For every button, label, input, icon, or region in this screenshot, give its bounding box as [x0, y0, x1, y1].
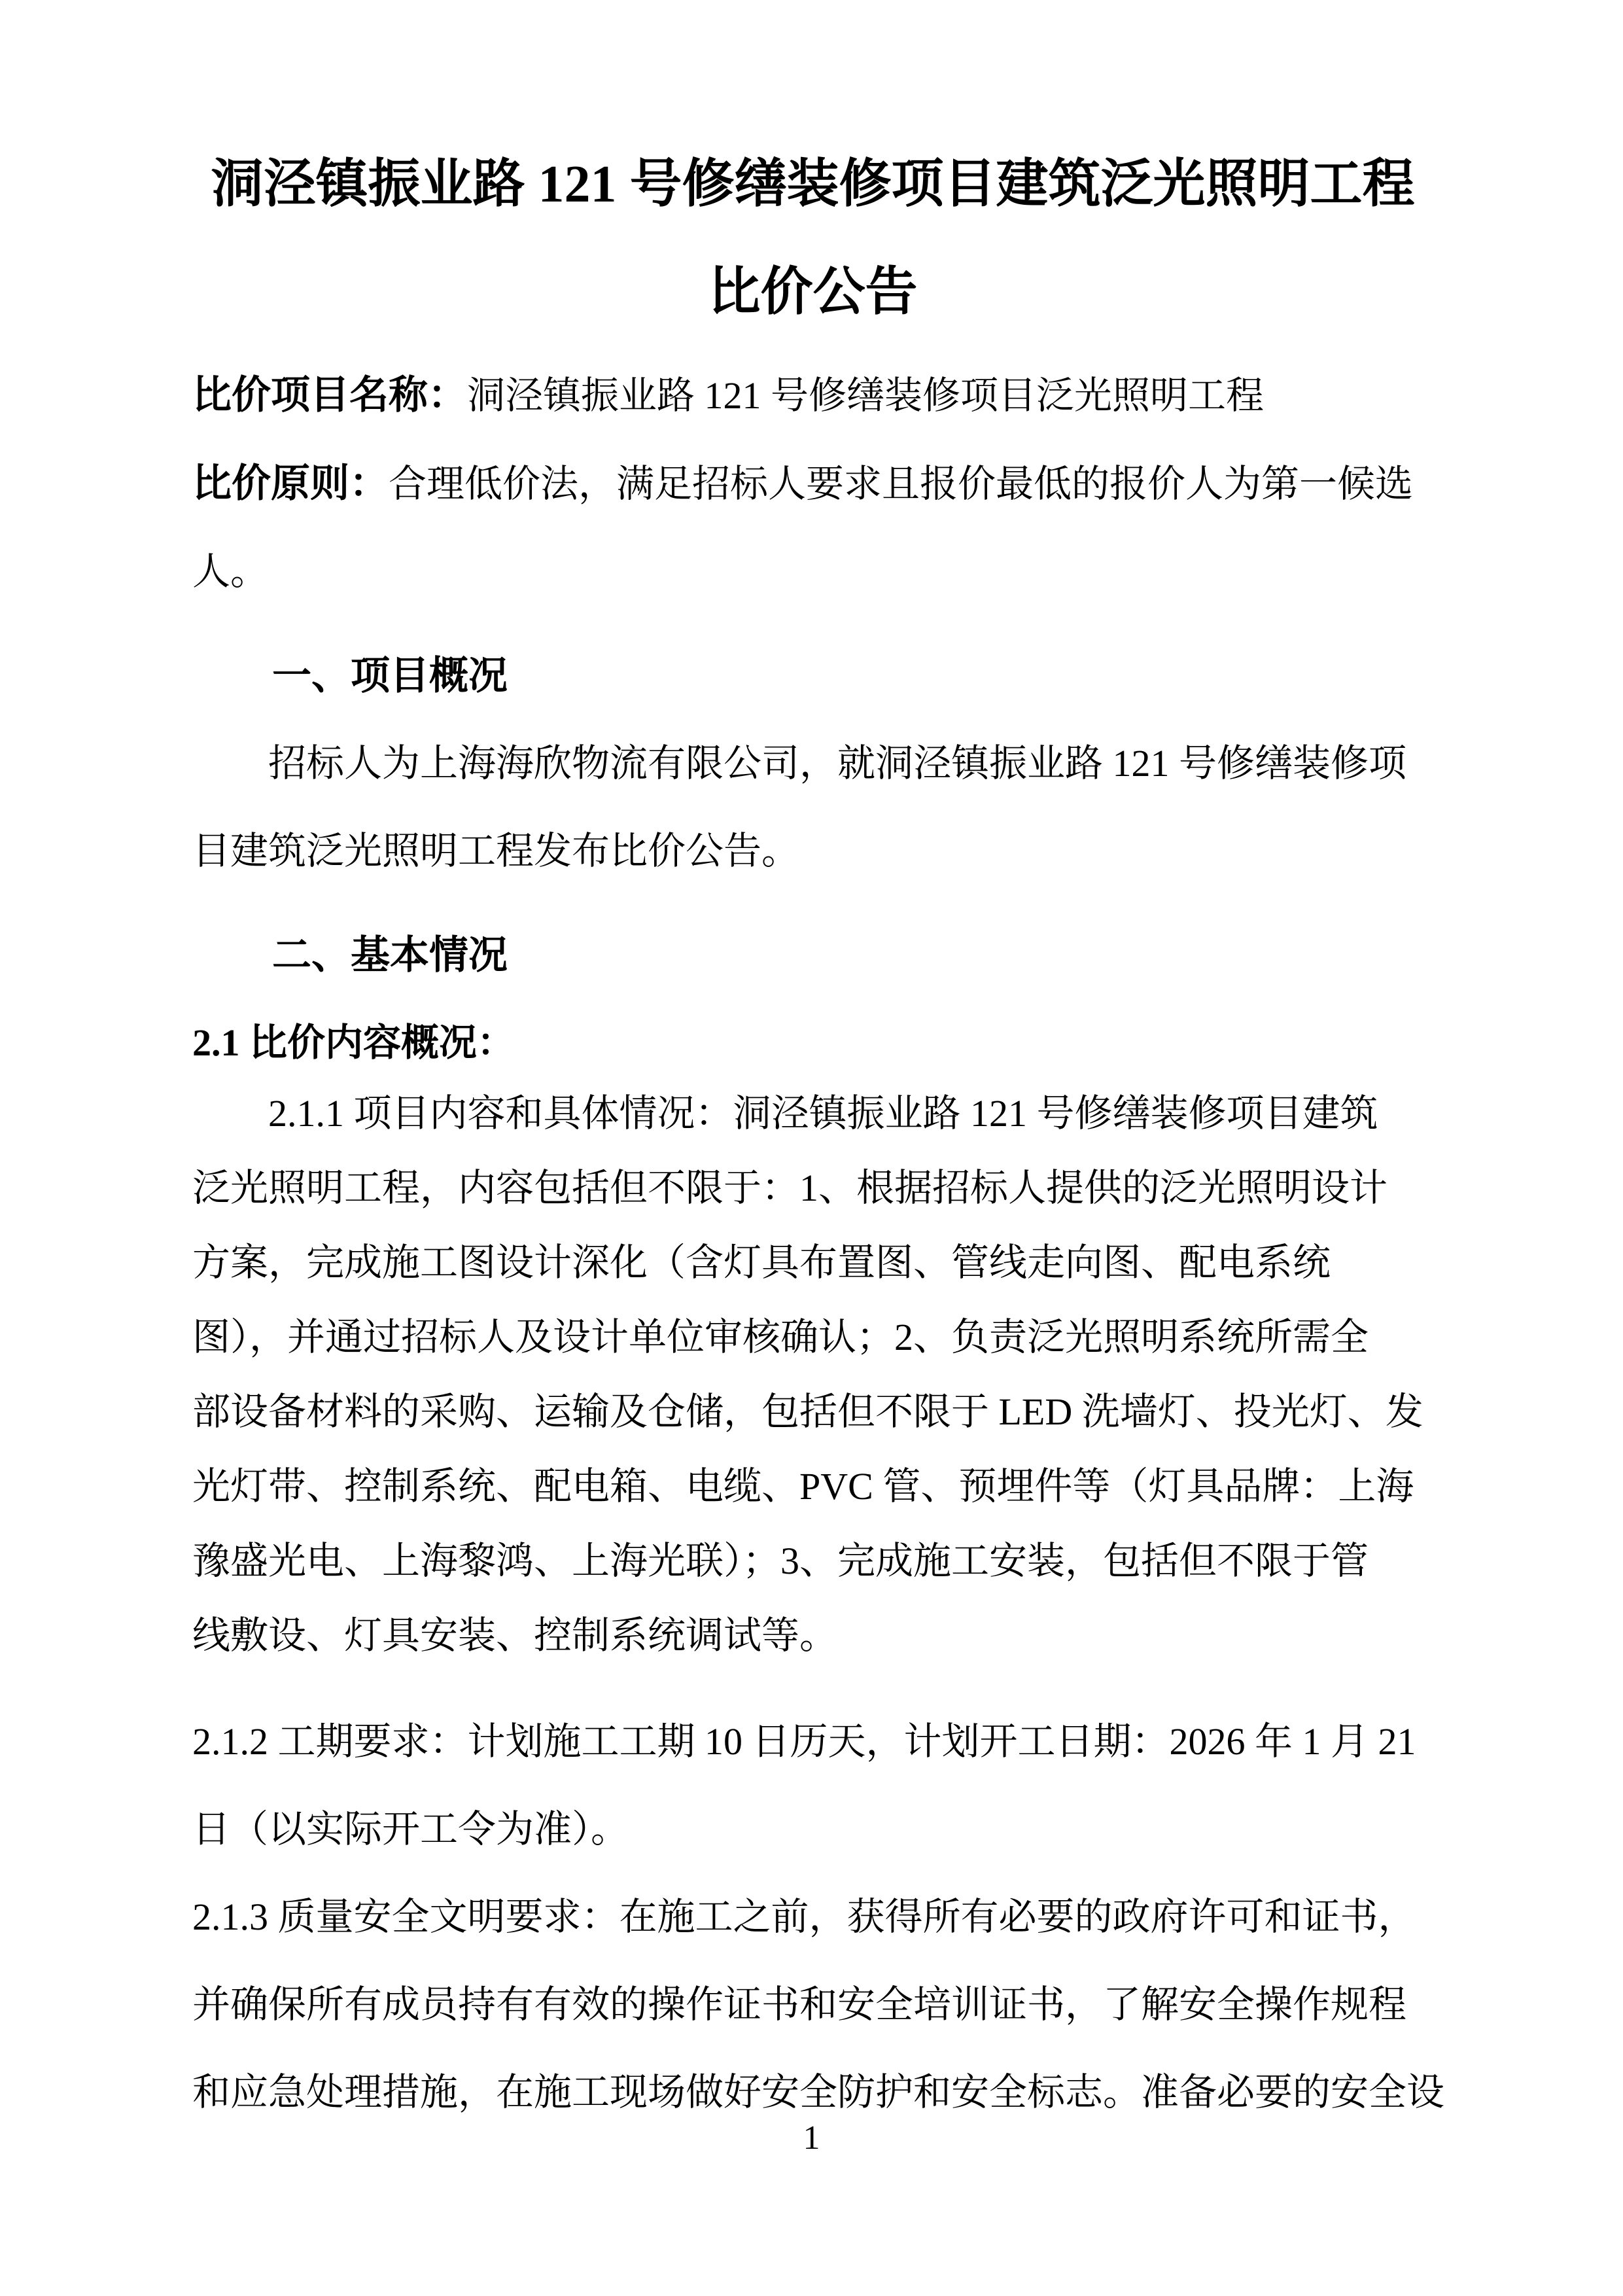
paragraph-2-1-1	[192, 1076, 1433, 1673]
project-name-value: 洞泾镇振业路 121 号修缮装修项目泛光照明工程	[467, 374, 1265, 417]
paragraph-2-1-2	[192, 1698, 1433, 1873]
principle-label: 比价原则：	[192, 462, 389, 505]
section-1-heading: 一、项目概况	[272, 654, 508, 698]
paragraph-line: 2.1.3 质量安全文明要求：在施工之前，获得所有必要的政府许可和证书，	[192, 1896, 1416, 1938]
project-name-label: 比价项目名称：	[192, 374, 467, 417]
doc-title-line-2: 比价公告	[708, 264, 918, 321]
paragraph-line: 2.1.1 项目内容和具体情况：洞泾镇振业路 121 号修缮装修项目建筑	[268, 1092, 1378, 1135]
paragraph-line: 方案，完成施工图设计深化（含灯具布置图、管线走向图、配电系统	[192, 1241, 1331, 1284]
paragraph-line: 图），并通过招标人及设计单位审核确认；2、负责泛光照明系统所需全	[192, 1316, 1369, 1358]
document-title	[192, 131, 1433, 347]
principle-line	[192, 440, 1433, 528]
paragraph-line: 部设备材料的采购、运输及仓储，包括但不限于 LED 洗墙灯、投光灯、发	[192, 1390, 1423, 1433]
section-2	[192, 911, 1445, 2136]
paragraph-line: 并确保所有成员持有有效的操作证书和安全培训证书，了解安全操作规程	[192, 1983, 1407, 2026]
paragraph-line: 和应急处理措施，在施工现场做好安全防护和安全标志。准备必要的安全设	[192, 2071, 1445, 2113]
doc-title-line-1: 洞泾镇振业路 121 号修缮装修项目建筑泛光照明工程	[211, 156, 1415, 213]
section-2-heading: 二、基本情况	[272, 934, 508, 977]
paragraph-line: 线敷设、灯具安装、控制系统调试等。	[192, 1614, 838, 1657]
paragraph-line: 日（以实际开工令为准）。	[192, 1808, 629, 1850]
paragraph-2-1-3	[192, 1873, 1445, 2136]
paragraph-line: 光灯带、控制系统、配电箱、电缆、PVC 管、预埋件等（灯具品牌：上海	[192, 1465, 1414, 1508]
paragraph-line: 豫盛光电、上海黎鸿、上海光联）；3、完成施工安装，包括但不限于管	[192, 1540, 1369, 1582]
paragraph-line: 2.1.2 工期要求：计划施工工期 10 日历天，计划开工日期：2026 年 1 月 21	[192, 1720, 1416, 1763]
intro-block	[192, 351, 1433, 616]
page-number: 1	[803, 2119, 820, 2157]
project-name-line	[192, 351, 1433, 440]
section-2-1-heading: 2.1 比价内容概况：	[192, 1021, 515, 1064]
principle-continuation-line: 人。	[192, 550, 269, 593]
principle-value: 合理低价法，满足招标人要求且报价最低的报价人为第一候选	[389, 463, 1414, 505]
section-1	[192, 632, 1433, 895]
paragraph-line: 泛光照明工程，内容包括但不限于：1、根据招标人提供的泛光照明设计	[192, 1167, 1388, 1209]
paragraph-line: 招标人为上海海欣物流有限公司，就洞泾镇振业路 121 号修缮装修项	[268, 742, 1407, 785]
paragraph-line: 目建筑泛光照明工程发布比价公告。	[192, 830, 800, 872]
